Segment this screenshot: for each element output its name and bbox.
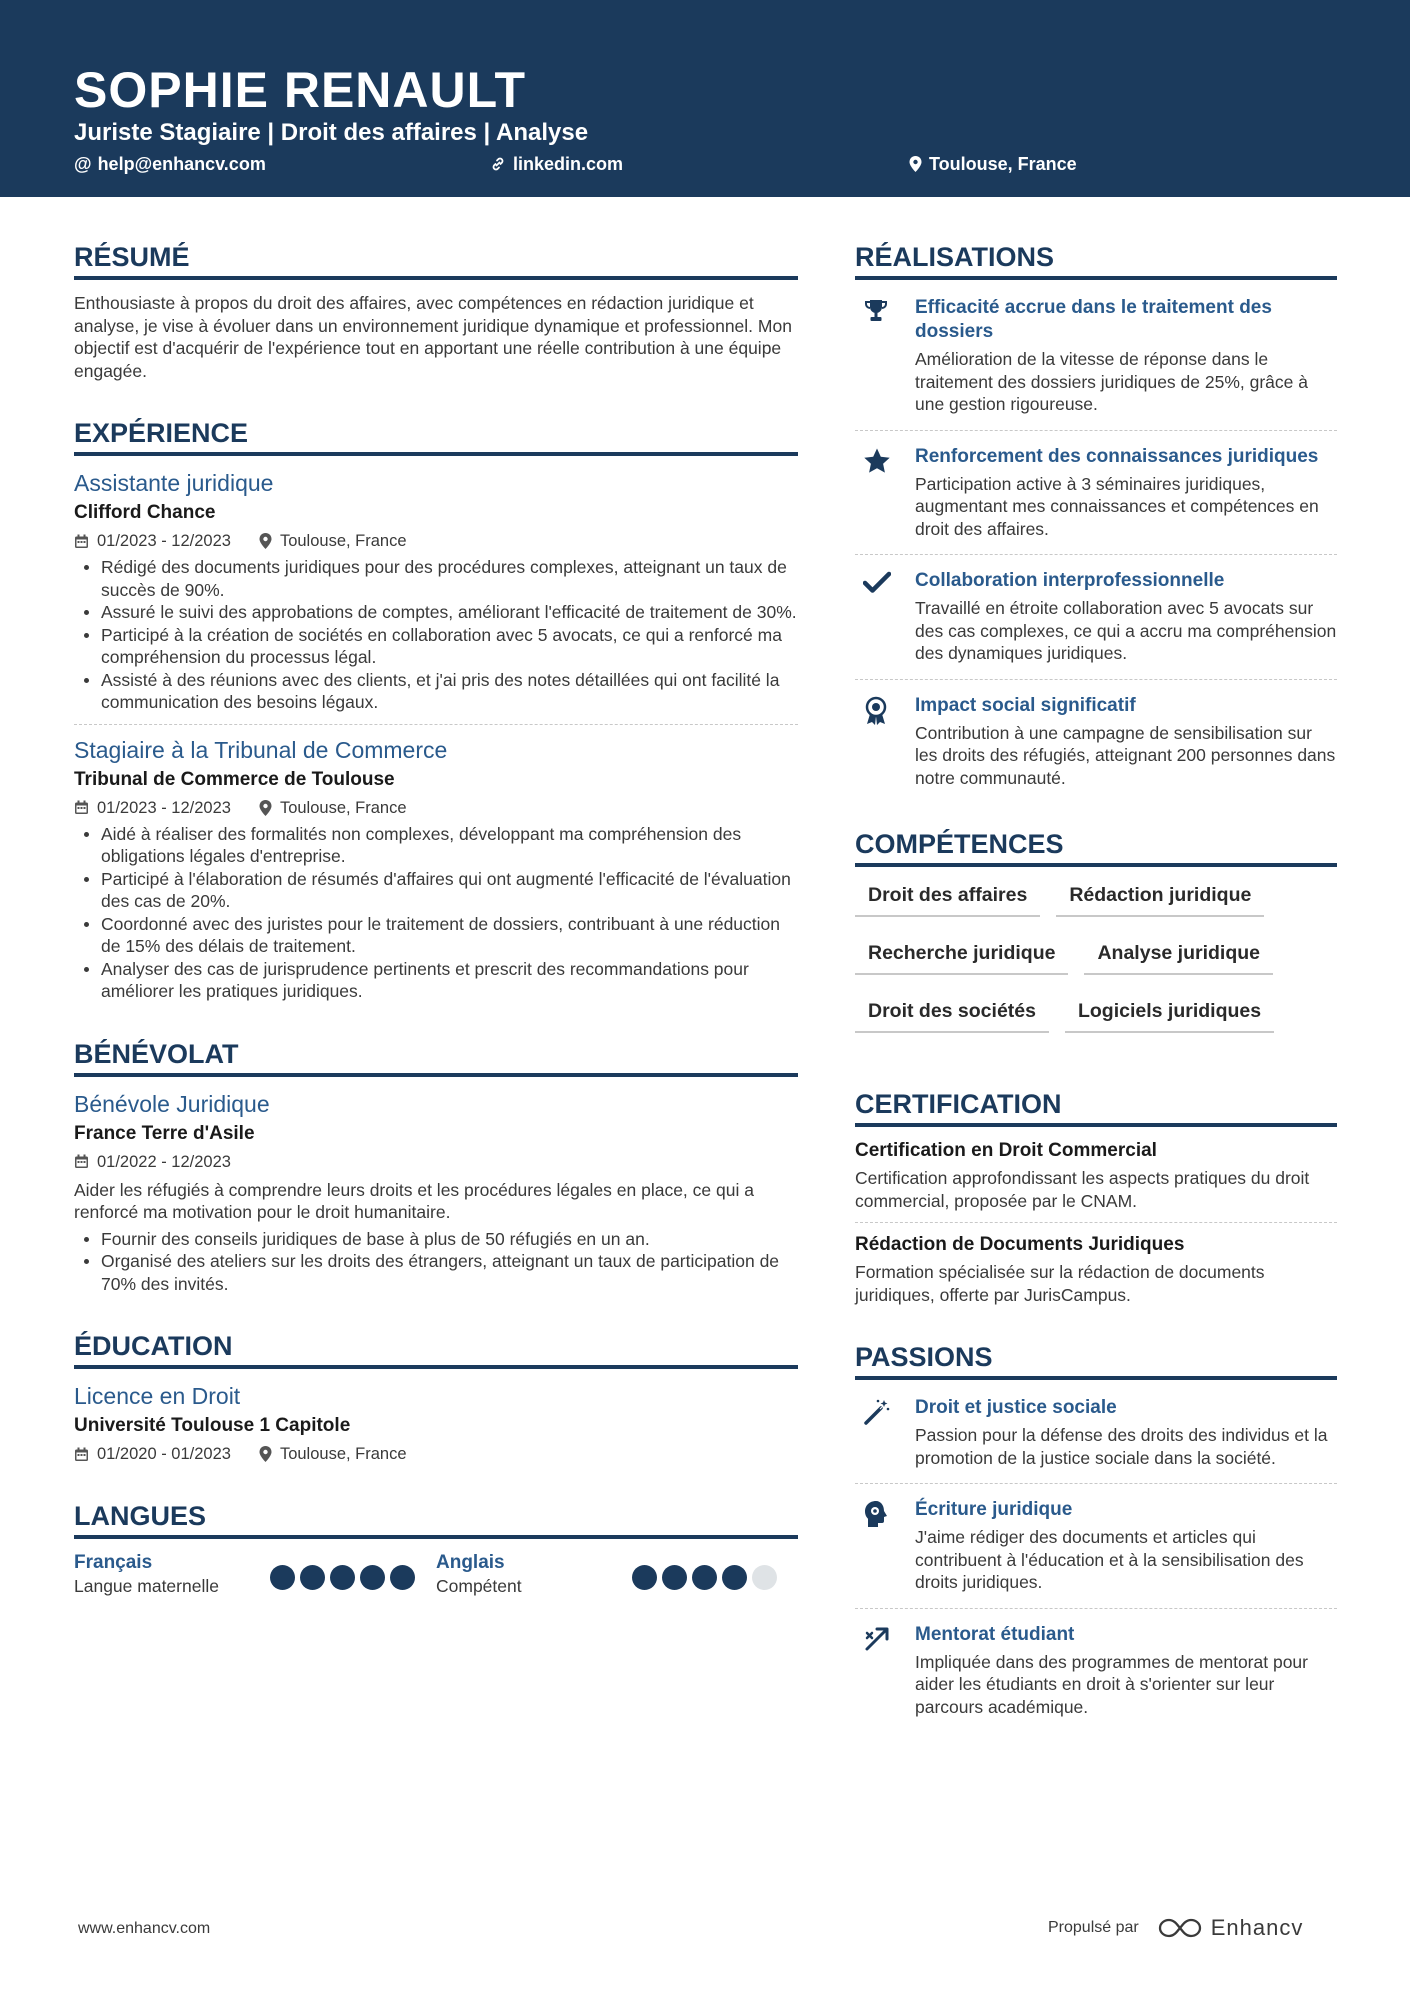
rating-dot-filled — [390, 1565, 415, 1590]
achievement-title: Collaboration interprofessionnelle — [915, 570, 1225, 591]
location-pin-icon — [909, 156, 922, 172]
achievement-desc: Participation active à 3 séminaires juridiques, augmentant mes connaissances et compétences en droit des affaires. — [915, 473, 1319, 539]
achievement-item — [855, 441, 1337, 545]
calendar-icon — [74, 534, 89, 549]
check-icon — [863, 571, 891, 595]
achievement-desc: Contribution à une campagne de sensibilisation sur les droits des réfugiés, atteignant 200 personnes dans notre communauté. — [915, 722, 1336, 788]
volunteer-meta — [74, 1151, 798, 1173]
location-text: Toulouse, France — [929, 154, 1077, 174]
passion-desc: Impliquée dans des programmes de mentorat pour aider les étudiants en droit à s'orienter sur leur parcours académique. — [915, 1651, 1308, 1717]
job-company: Tribunal de Commerce de Toulouse — [74, 768, 395, 790]
divider — [74, 724, 798, 725]
bullet-item: Assisté à des réunions avec des clients, et j'ai pris des notes détaillées qui ont facilité la communication des besoins légaux. — [74, 669, 798, 714]
head-brain-icon — [863, 1500, 889, 1528]
right-column — [855, 240, 1337, 1756]
certification-desc: Certification approfondissant les aspects pratiques du droit commercial, proposée par le CNAM. — [855, 1168, 1310, 1211]
trophy-icon — [863, 298, 889, 324]
certification-title: Certification en Droit Commercial — [855, 1140, 1157, 1161]
bullet-item: Aidé à réaliser des formalités non complexes, développant ma compréhension des obligations légales d'entreprise. — [74, 823, 798, 868]
skills-heading: COMPÉTENCES — [855, 827, 1337, 867]
skill-tag: Droit des sociétés — [855, 995, 1049, 1033]
rating-dot-filled — [632, 1565, 657, 1590]
divider — [855, 1222, 1337, 1223]
bullet-item: Participé à la création de sociétés en collaboration avec 5 avocats, ce qui a renforcé ma compréhension du processus légal. — [74, 624, 798, 669]
job-entry — [74, 735, 798, 1003]
summary-heading: RÉSUMÉ — [74, 240, 798, 280]
rating-dot-filled — [270, 1565, 295, 1590]
passion-desc: J'aime rédiger des documents et articles qui contribuent à l'éducation et à la sensibilisation des droits juridiques. — [915, 1527, 1304, 1592]
skill-tag: Droit des affaires — [855, 879, 1040, 917]
volunteer-role: Bénévole Juridique — [74, 1090, 270, 1117]
divider — [855, 1483, 1337, 1484]
certification-title: Rédaction de Documents Juridiques — [855, 1234, 1185, 1255]
achievement-title: Impact social significatif — [915, 694, 1136, 716]
skill-tag: Analyse juridique — [1084, 937, 1273, 975]
job-role: Stagiaire à la Tribunal de Commerce — [74, 736, 448, 763]
rating-dot-filled — [722, 1565, 747, 1590]
resume-header — [0, 0, 1410, 197]
skills-section — [855, 827, 1337, 1053]
skill-tag: Recherche juridique — [855, 937, 1068, 975]
linkedin-text: linkedin.com — [513, 154, 624, 174]
at-icon: @ — [74, 154, 92, 174]
job-location — [259, 530, 407, 552]
divider — [855, 430, 1337, 431]
mentor-arrow-icon — [863, 1625, 891, 1653]
education-dates — [74, 1443, 231, 1465]
job-dates — [74, 530, 231, 552]
job-location-text: Toulouse, France — [279, 532, 407, 550]
language-rating — [632, 1557, 782, 1597]
bullet-item: Coordonné avec des juristes pour le traitement de dossiers, contribuant à une réduction de 15% des délais de traitement. — [74, 913, 798, 958]
volunteer-org: France Terre d'Asile — [74, 1122, 255, 1144]
job-company: Clifford Chance — [74, 502, 216, 523]
job-bullets — [74, 556, 798, 714]
bullet-item: Fournir des conseils juridiques de base à plus de 50 réfugiés en un an. — [74, 1228, 798, 1251]
passion-item — [855, 1494, 1337, 1598]
language-item — [436, 1551, 798, 1597]
education-degree: Licence en Droit — [74, 1383, 241, 1409]
language-level: Compétent — [436, 1576, 522, 1596]
bullet-item: Analyser des cas de jurisprudence pertinents et prescrit des recommandations pour améliorer les pratiques juridiques. — [74, 958, 798, 1003]
passion-title: Écriture juridique — [915, 1499, 1073, 1520]
job-dates — [74, 797, 231, 819]
achievement-desc: Travaillé en étroite collaboration avec 5 avocats sur des cas complexes, ce qui a accru ma compréhension des dynamiques juridiques. — [915, 598, 1337, 663]
education-heading: ÉDUCATION — [74, 1329, 798, 1369]
location-pin-icon — [259, 1446, 272, 1462]
certification-section — [855, 1087, 1337, 1306]
education-location-text: Toulouse, France — [279, 1445, 407, 1463]
language-level: Langue maternelle — [74, 1576, 219, 1596]
passion-item — [855, 1392, 1337, 1473]
divider — [855, 1608, 1337, 1609]
brand-name: Enhancv — [1210, 1915, 1304, 1940]
job-dates-text: 01/2023 - 12/2023 — [97, 532, 231, 550]
bullet-item: Assuré le suivi des approbations de comptes, améliorant l'efficacité de traitement de 30%. — [74, 601, 798, 624]
achievement-item — [855, 292, 1337, 420]
language-rating — [270, 1557, 420, 1597]
job-location — [259, 797, 407, 819]
bullet-item: Rédigé des documents juridiques pour des procédures complexes, atteignant un taux de succès de 90%. — [74, 556, 798, 601]
job-meta — [74, 797, 798, 819]
certification-heading: CERTIFICATION — [855, 1087, 1337, 1127]
volunteer-dates — [74, 1151, 231, 1173]
achievement-item — [855, 565, 1337, 669]
passion-item — [855, 1619, 1337, 1723]
calendar-icon — [74, 1447, 89, 1462]
link-icon — [490, 156, 506, 172]
job-role: Assistante juridique — [74, 470, 274, 496]
skill-tag: Logiciels juridiques — [1065, 995, 1274, 1033]
rating-dot-filled — [330, 1565, 355, 1590]
rating-dot-filled — [662, 1565, 687, 1590]
star-icon — [863, 447, 891, 475]
skills-list — [855, 879, 1337, 1053]
rating-dot-filled — [692, 1565, 717, 1590]
contact-linkedin[interactable] — [490, 152, 623, 176]
language-item — [74, 1551, 436, 1597]
calendar-icon — [74, 800, 89, 815]
candidate-title: Juriste Stagiaire | Droit des affaires | Analyse — [74, 119, 589, 146]
job-dates-text: 01/2023 - 12/2023 — [97, 798, 231, 817]
certification-item — [855, 1233, 1337, 1306]
education-school: Université Toulouse 1 Capitole — [74, 1415, 351, 1436]
candidate-name: SOPHIE RENAULT — [74, 62, 526, 118]
experience-section — [74, 416, 798, 1003]
bullet-item: Organisé des ateliers sur les droits des étrangers, atteignant un taux de participation de 70% des invités. — [74, 1250, 798, 1295]
volunteer-section — [74, 1037, 798, 1296]
achievement-title: Renforcement des connaissances juridiques — [915, 445, 1319, 467]
languages-section — [74, 1499, 798, 1597]
enhancv-logo-icon — [1157, 1916, 1203, 1940]
left-column — [74, 240, 798, 1631]
certification-desc: Formation spécialisée sur la rédaction de documents juridiques, offerte par JurisCampus. — [855, 1262, 1265, 1305]
rating-dot-filled — [300, 1565, 325, 1590]
contact-location — [909, 152, 1077, 176]
volunteer-heading: BÉNÉVOLAT — [74, 1037, 798, 1077]
education-section — [74, 1329, 798, 1465]
certification-item — [855, 1139, 1337, 1212]
language-name: Anglais — [436, 1552, 505, 1573]
summary-text: Enthousiaste à propos du droit des affaires, avec compétences en rédaction juridique et analyse, je vise à évoluer dans un environnement juridique dynamique et professionnel. Mon objectif est d'acquérir de l'expérience tout en apportant une réelle contribution à une équipe engagée. — [74, 293, 792, 381]
education-location — [259, 1443, 407, 1465]
volunteer-bullets — [74, 1228, 798, 1296]
languages-list — [74, 1551, 798, 1597]
achievement-desc: Amélioration de la vitesse de réponse dans le traitement des dossiers juridiques de 25%, grâce à une gestion rigoureuse. — [915, 349, 1308, 414]
passion-title: Mentorat étudiant — [915, 1623, 1075, 1645]
summary-section — [74, 240, 798, 382]
achievements-heading: RÉALISATIONS — [855, 240, 1337, 280]
calendar-icon — [74, 1154, 89, 1169]
experience-heading: EXPÉRIENCE — [74, 416, 798, 456]
footer-branding[interactable] — [1048, 1915, 1303, 1941]
powered-by-text: Propulsé par — [1048, 1919, 1139, 1936]
education-dates-text: 01/2020 - 01/2023 — [97, 1445, 231, 1463]
location-pin-icon — [259, 800, 272, 816]
footer-website[interactable]: www.enhancv.com — [78, 1920, 211, 1937]
volunteer-text: Aider les réfugiés à comprendre leurs droits et les procédures légales en place, ce qui a renforcé ma motivation pour le droit humanitaire. — [74, 1179, 754, 1222]
job-bullets — [74, 823, 798, 1003]
volunteer-dates-text: 01/2022 - 12/2023 — [97, 1152, 231, 1171]
location-pin-icon — [259, 533, 272, 549]
skill-tag: Rédaction juridique — [1056, 879, 1264, 917]
job-location-text: Toulouse, France — [279, 798, 407, 817]
divider — [855, 554, 1337, 555]
languages-heading: LANGUES — [74, 1499, 798, 1539]
award-ribbon-icon — [863, 696, 889, 726]
passion-title: Droit et justice sociale — [915, 1397, 1117, 1418]
language-name: Français — [74, 1552, 153, 1573]
rating-dot-empty — [752, 1565, 777, 1590]
bullet-item: Participé à l'élaboration de résumés d'affaires qui ont augmenté l'efficacité de l'évaluation des cas de 20%. — [74, 868, 798, 913]
education-meta — [74, 1443, 798, 1465]
passions-section — [855, 1340, 1337, 1722]
passions-heading: PASSIONS — [855, 1340, 1337, 1380]
achievement-item — [855, 690, 1337, 794]
job-entry — [74, 468, 798, 714]
passion-desc: Passion pour la défense des droits des individus et la promotion de la justice sociale dans la société. — [915, 1425, 1328, 1468]
achievement-title: Efficacité accrue dans le traitement des dossiers — [915, 297, 1272, 342]
email-text: help@enhancv.com — [97, 154, 266, 174]
job-meta — [74, 530, 798, 552]
rating-dot-filled — [360, 1565, 385, 1590]
achievements-section — [855, 240, 1337, 793]
divider — [855, 679, 1337, 680]
contact-email[interactable] — [74, 152, 266, 176]
magic-wand-icon — [863, 1398, 891, 1426]
